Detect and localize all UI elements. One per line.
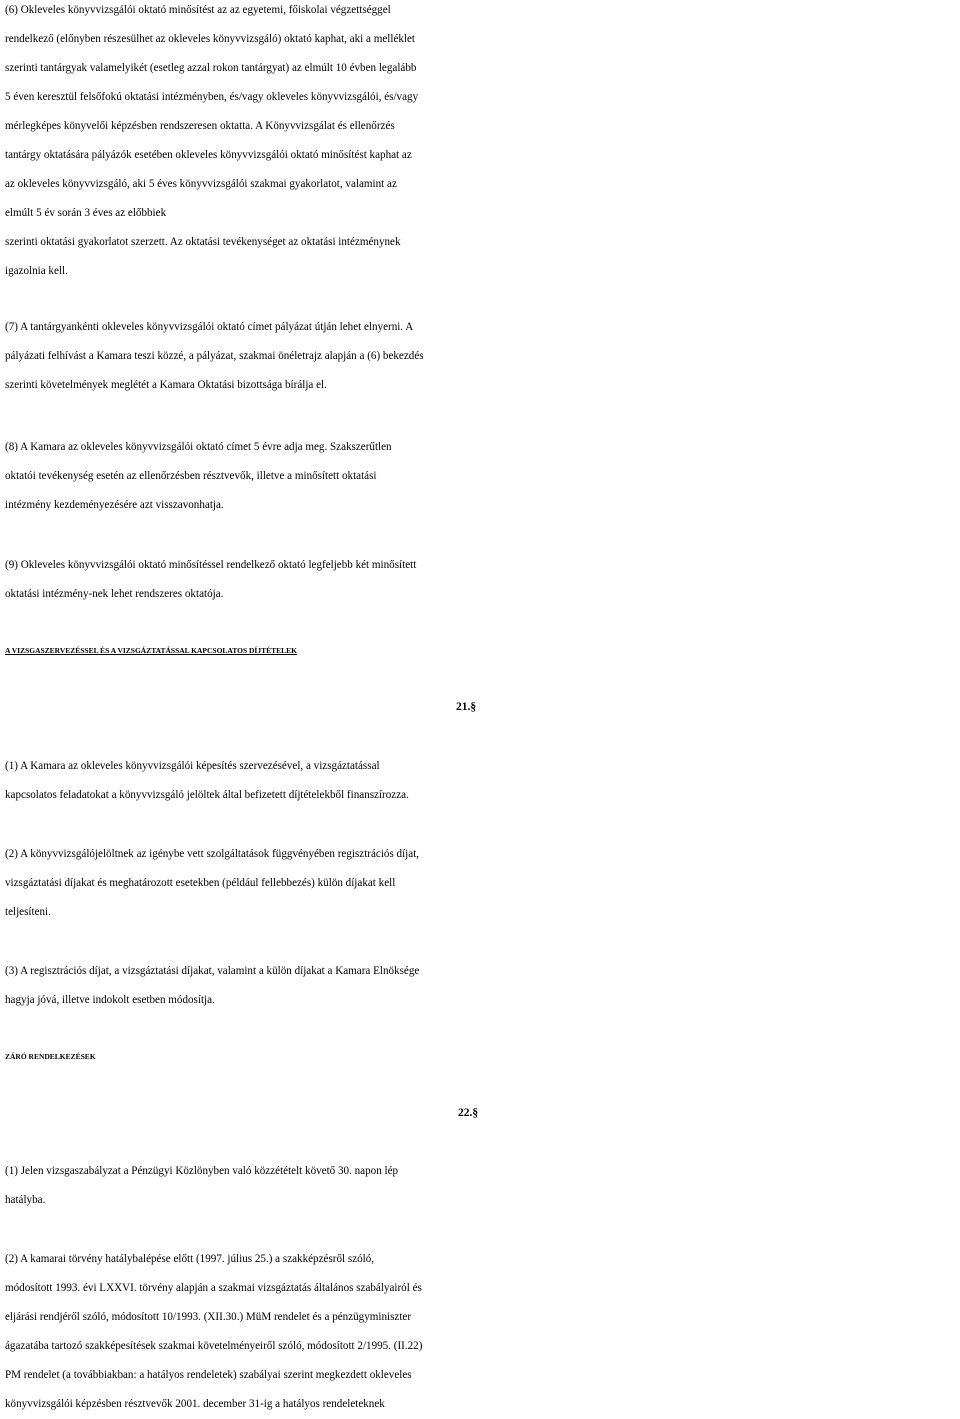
s22-para-1-line: (1) Jelen vizsgaszabályzat a Pénzügyi Közlönyben való közzétételt követő 30. napon lép — [5, 1165, 399, 1177]
para-6-line: az okleveles könyvvizsgáló, aki 5 éves könyvvizsgálói szakmai gyakorlatot, valamint az — [5, 178, 397, 190]
para-6-line: szerinti tantárgyak valamelyikét (esetleg azzal rokon tantárgyat) az elmúlt 10 évben legalább — [5, 62, 417, 74]
s22-para-2-line: eljárási rendjéről szóló, módosított 10/1993. (XII.30.) MüM rendelet és a pénzügyminiszter — [5, 1311, 412, 1323]
para-6-line: 5 éven keresztül felsőfokú oktatási intézményben, és/vagy okleveles könyvvizsgálói, és/vagy — [5, 91, 419, 103]
para-8-line: oktatói tevékenység esetén az ellenőrzésben résztvevők, illetve a minősített oktatási — [5, 470, 377, 482]
para-7-line: pályázati felhívást a Kamara teszi közzé, a pályázat, szakmai önéletrajz alapján a (6) bekezdés — [5, 350, 424, 362]
s22-para-2-line: könyvvizsgálói képzésben résztvevők 2001. december 31-ig a hatályos rendeleteknek — [5, 1398, 385, 1410]
para-8-line: (8) A Kamara az okleveles könyvvizsgálói oktató címet 5 évre adja meg. Szakszerűtlen — [5, 441, 392, 453]
para-9-line: (9) Okleveles könyvvizsgálói oktató minősítéssel rendelkező oktató legfeljebb két minősített — [5, 559, 417, 571]
para-7-line: szerinti követelmények meglétét a Kamara Oktatási bizottsága bírálja el. — [5, 379, 327, 391]
para-8-line: intézmény kezdeményezésére azt visszavonhatja. — [5, 499, 224, 511]
s22-para-2-line: ágazatába tartozó szakképesítések szakmai követelményeiről szóló, módosított 2/1995. (II.22) — [5, 1340, 423, 1352]
para-6-line: tantárgy oktatására pályázók esetében okleveles könyvvizsgálói oktató minősítést kaphat az — [5, 149, 412, 161]
para-9-line: oktatási intézmény-nek lehet rendszeres oktatója. — [5, 588, 224, 600]
s21-para-3-line: (3) A regisztrációs díjat, a vizsgáztatási díjakat, valamint a külön díjakat a Kamara Elnöksége — [5, 965, 420, 977]
s22-para-2-line: módosított 1993. évi LXXVI. törvény alapján a szakmai vizsgáztatás általános szabályairól és — [5, 1282, 422, 1294]
s21-para-2-line: vizsgáztatási díjakat és meghatározott esetekben (például fellebbezés) külön díjakat kell — [5, 877, 396, 889]
para-6-line: szerinti oktatási gyakorlatot szerzett. Az oktatási tevékenységet az oktatási intézménynek — [5, 236, 401, 248]
para-6-line: rendelkező (előnyben részesülhet az okleveles könyvvizsgáló) oktató kaphat, aki a melléklet — [5, 33, 416, 45]
s22-para-2-line: PM rendelet (a továbbiakban: a hatályos rendeletek) szabályai szerint megkezdett okleveles — [5, 1369, 412, 1381]
s21-para-2-line: teljesíteni. — [5, 906, 51, 918]
section-heading-closing: ZÁRÓ RENDELKEZÉSEK — [5, 1052, 96, 1061]
s21-para-2-line: (2) A könyvvizsgálójelöltnek az igénybe vett szolgáltatások függvényében regisztrációs díjat, — [5, 848, 420, 860]
s21-para-3-line: hagyja jóvá, illetve indokolt esetben módosítja. — [5, 994, 215, 1006]
section-number-22: 22.§ — [458, 1107, 479, 1119]
section-heading-fees: A VIZSGASZERVEZÉSSEL ÉS A VIZSGÁZTATÁSSAL KAPCSOLATOS DÍJTÉTELEK — [5, 646, 297, 655]
s21-para-1-line: (1) A Kamara az okleveles könyvvizsgálói képesítés szervezésével, a vizsgáztatással — [5, 760, 380, 772]
para-7-line: (7) A tantárgyankénti okleveles könyvvizsgálói oktató címet pályázat útján lehet elnyerni. A — [5, 321, 414, 333]
para-6-line: elmúlt 5 év során 3 éves az előbbiek — [5, 207, 167, 219]
para-6-line: igazolnia kell. — [5, 265, 68, 277]
para-6-line: (6) Okleveles könyvvizsgálói oktató minősítést az az egyetemi, főiskolai végzettséggel — [5, 4, 391, 16]
para-6-line: mérlegképes könyvelői képzésben rendszeresen oktatta. A Könyvvizsgálat és ellenőrzés — [5, 120, 395, 132]
s21-para-1-line: kapcsolatos feladatokat a könyvvizsgáló jelöltek által befizetett díjtételekből finanszírozza. — [5, 789, 409, 801]
section-number-21: 21.§ — [456, 701, 477, 713]
s22-para-1-line: hatályba. — [5, 1194, 46, 1206]
s22-para-2-line: (2) A kamarai törvény hatálybalépése előtt (1997. július 25.) a szakképzésről szóló, — [5, 1253, 375, 1265]
